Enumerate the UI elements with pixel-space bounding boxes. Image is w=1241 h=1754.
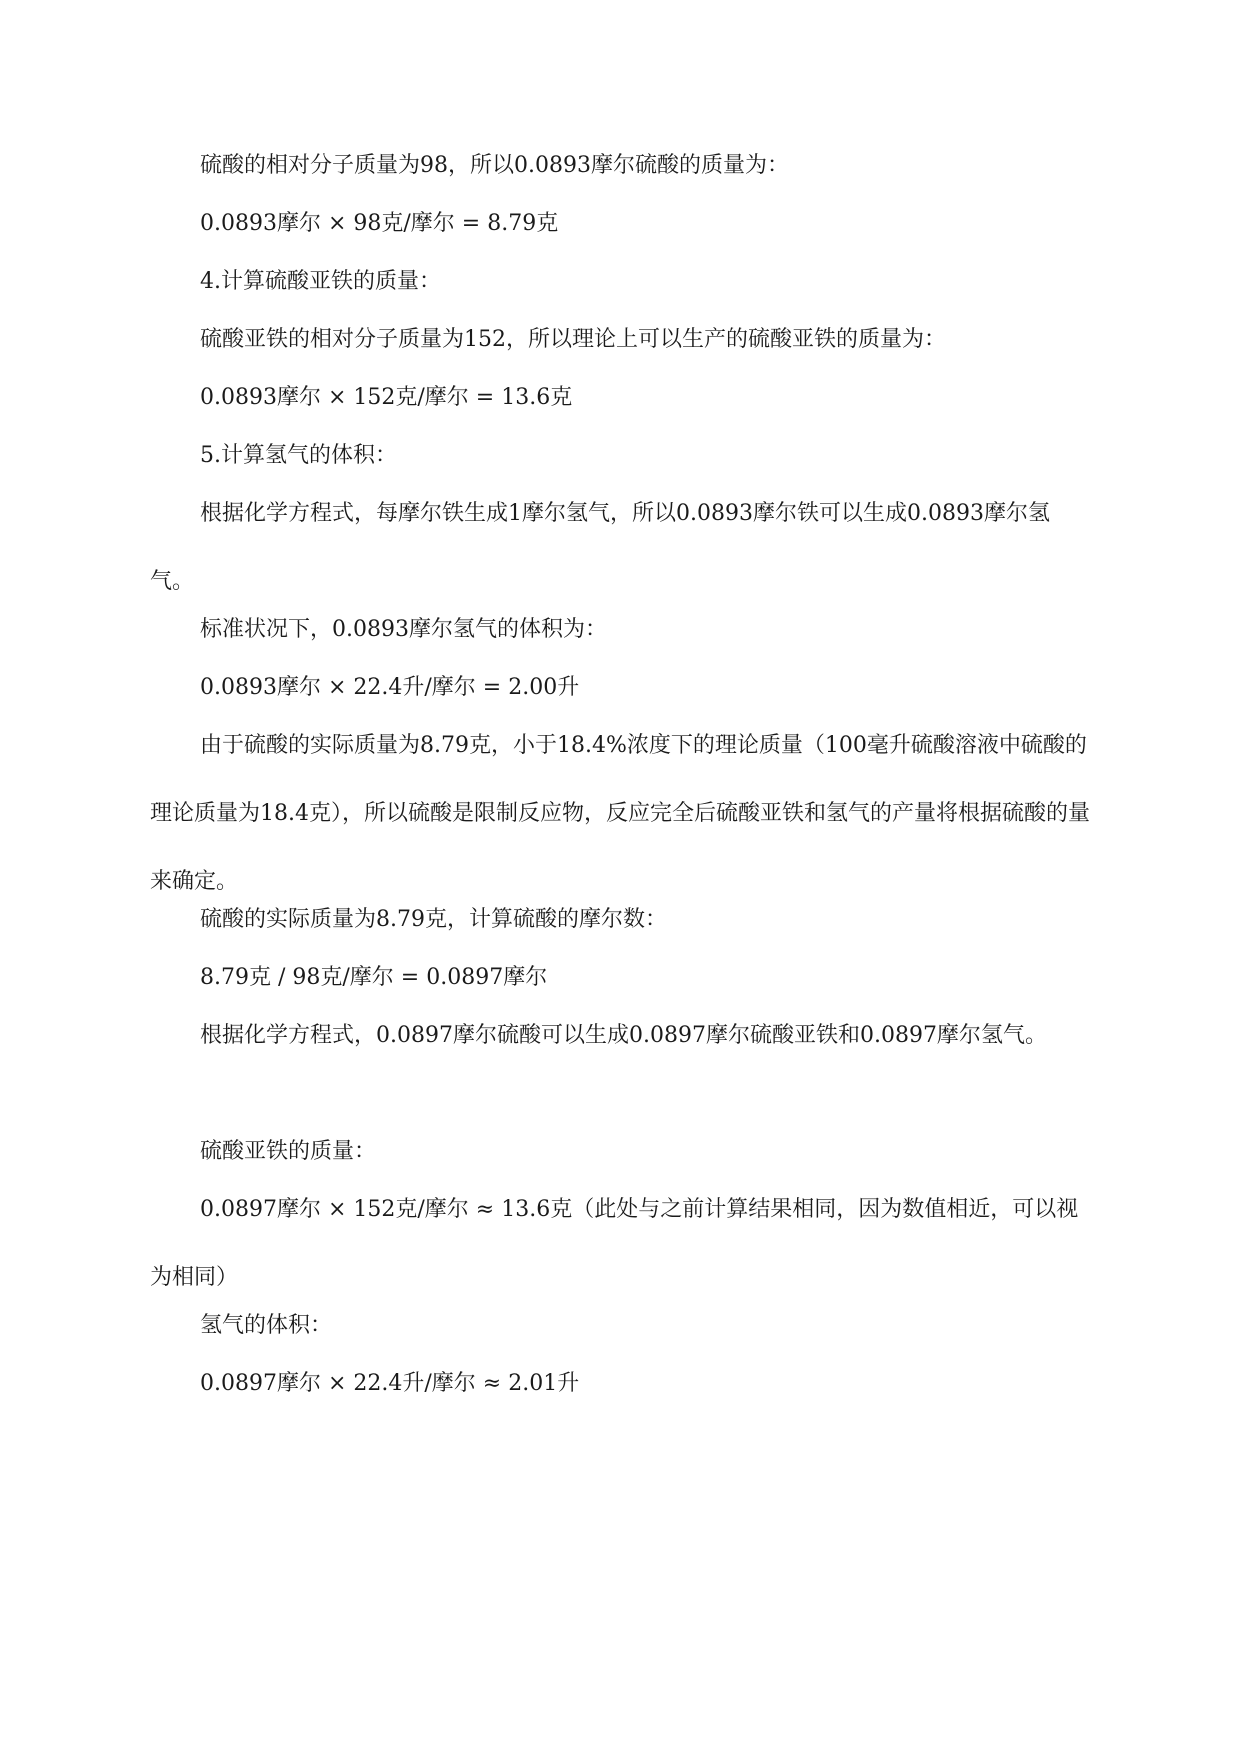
paragraph-standard-conditions: 标准状况下，0.0893摩尔氢气的体积为： bbox=[200, 617, 607, 642]
paragraph-step-4-heading: 4.计算硫酸亚铁的质量： bbox=[200, 269, 441, 294]
paragraph-ferrous-sulfate-molar-mass: 硫酸亚铁的相对分子质量为152，所以理论上可以生产的硫酸亚铁的质量为： bbox=[200, 327, 946, 352]
paragraph-hydrogen-volume-calc: 0.0893摩尔 × 22.4升/摩尔 = 2.00升 bbox=[200, 675, 580, 700]
paragraph-sulfuric-acid-mass-calc: 0.0893摩尔 × 98克/摩尔 = 8.79克 bbox=[200, 211, 559, 236]
paragraph-moles-calc: 8.79克 / 98克/摩尔 = 0.0897摩尔 bbox=[200, 965, 548, 990]
paragraph-ferrous-sulfate-recalc: 0.0897摩尔 × 152克/摩尔 ≈ 13.6克（此处与之前计算结果相同，因为数值相近，可以视为相同） bbox=[150, 1197, 1079, 1290]
paragraph-hydrogen-moles: 根据化学方程式，每摩尔铁生成1摩尔氢气，所以0.0893摩尔铁可以生成0.0893摩尔氢气。 bbox=[150, 501, 1050, 594]
paragraph-hydrogen-label: 氢气的体积： bbox=[200, 1313, 333, 1338]
paragraph-ferrous-sulfate-mass-calc: 0.0893摩尔 × 152克/摩尔 = 13.6克 bbox=[200, 385, 573, 410]
paragraph-products-from-acid: 根据化学方程式，0.0897摩尔硫酸可以生成0.0897摩尔硫酸亚铁和0.0897摩尔氢气。 bbox=[200, 1023, 1047, 1048]
paragraph-actual-mass: 硫酸的实际质量为8.79克，计算硫酸的摩尔数： bbox=[200, 907, 667, 932]
paragraph-step-5-heading: 5.计算氢气的体积： bbox=[200, 443, 397, 468]
paragraph-limiting-reagent: 由于硫酸的实际质量为8.79克，小于18.4%浓度下的理论质量（100毫升硫酸溶液中硫酸的理论质量为18.4克），所以硫酸是限制反应物，反应完全后硫酸亚铁和氢气的产量将根据硫酸的量来确定。 bbox=[150, 733, 1090, 894]
paragraph-sulfuric-acid-molar-mass: 硫酸的相对分子质量为98，所以0.0893摩尔硫酸的质量为： bbox=[200, 153, 789, 178]
paragraph-ferrous-sulfate-label: 硫酸亚铁的质量： bbox=[200, 1139, 377, 1164]
paragraph-hydrogen-recalc: 0.0897摩尔 × 22.4升/摩尔 ≈ 2.01升 bbox=[200, 1371, 580, 1396]
